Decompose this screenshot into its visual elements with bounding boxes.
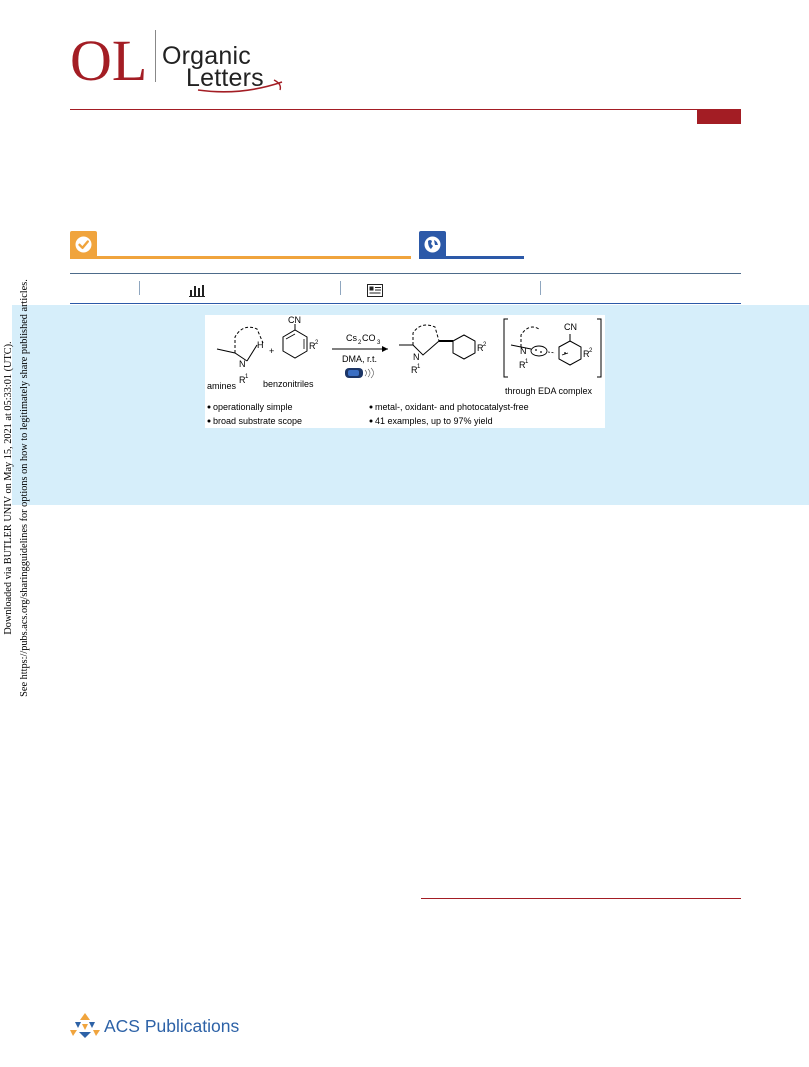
document-icon[interactable] — [367, 284, 383, 297]
eda-r1-label: R — [519, 360, 526, 370]
bar-chart-icon[interactable] — [189, 284, 205, 297]
bullet-left-2: broad substrate scope — [213, 416, 303, 426]
condition-base-cs: Cs — [346, 333, 357, 343]
condition-base-sub2: 3 — [377, 340, 381, 346]
bullet-left-1: operationally simple — [213, 402, 293, 412]
amine-r1-sup: 1 — [245, 374, 249, 380]
metrics-separator — [139, 281, 140, 295]
logo-divider — [155, 30, 156, 82]
condition-base-sub: 2 — [358, 340, 362, 346]
header-rule — [70, 109, 741, 110]
condition-base-co: CO — [362, 333, 376, 343]
eda-r1-sup: 1 — [525, 359, 529, 365]
product-r1-label: R — [411, 365, 418, 375]
journal-logo-mark — [70, 26, 150, 90]
amines-label: amines — [207, 381, 237, 391]
product-r1-sup: 1 — [417, 364, 421, 370]
metrics-bottom-rule — [70, 303, 741, 304]
bullet-right-2: 41 examples, up to 97% yield — [375, 416, 493, 426]
journal-name-line2: Letters — [186, 64, 264, 92]
product-r2-sup: 2 — [483, 342, 487, 348]
publisher-name[interactable]: ACS Publications — [104, 1016, 240, 1036]
plus-sign: + — [269, 346, 275, 356]
benzonitrile-cn-label: CN — [288, 315, 301, 325]
amine-n-label: N — [239, 359, 246, 369]
download-stamp-line1: Downloaded via BUTLER UNIV on May 15, 2021 at 05:33:01 (UTC). — [3, 341, 14, 635]
journal-name-line1: Organic — [162, 42, 251, 70]
check-circle-icon — [70, 231, 97, 258]
product-r2-label: R — [477, 343, 484, 353]
logo-swoosh — [196, 78, 286, 94]
benzonitrile-r2-sup: 2 — [315, 340, 319, 346]
eda-complex-label: through EDA complex — [505, 386, 593, 396]
logo-mark-text: OL — [70, 28, 148, 90]
metrics-separator — [340, 281, 341, 295]
toc-graphic — [205, 315, 605, 428]
article-type-tab — [697, 110, 741, 124]
eda-n-label: N — [520, 346, 527, 356]
amine-h-label: H — [257, 340, 264, 350]
globe-icon — [419, 231, 446, 258]
benzonitrile-r2-label: R — [309, 341, 316, 351]
condition-solvent: DMA, r.t. — [342, 354, 378, 364]
download-stamp — [1, 228, 41, 748]
led-light-icon — [345, 368, 374, 378]
metrics-top-rule — [70, 273, 741, 274]
acs-hexagon-logo-icon — [68, 1011, 102, 1039]
eda-cn-label: CN — [564, 322, 577, 332]
benzonitriles-label: benzonitriles — [263, 379, 314, 389]
footnote-rule — [421, 898, 741, 899]
amine-r1-label: R — [239, 375, 246, 385]
eda-r2-label: R — [583, 349, 590, 359]
license-underline — [419, 256, 524, 259]
license-badge[interactable] — [419, 231, 446, 258]
metrics-separator — [540, 281, 541, 295]
open-access-badge[interactable] — [70, 231, 97, 258]
bullet-right-1: metal-, oxidant- and photocatalyst-free — [375, 402, 529, 412]
open-access-underline — [70, 256, 411, 259]
download-stamp-line2[interactable]: See https://pubs.acs.org/sharingguidelines for options on how to legitimately share published articles. — [19, 279, 30, 697]
product-n-label: N — [413, 352, 420, 362]
eda-r2-sup: 2 — [589, 348, 593, 354]
